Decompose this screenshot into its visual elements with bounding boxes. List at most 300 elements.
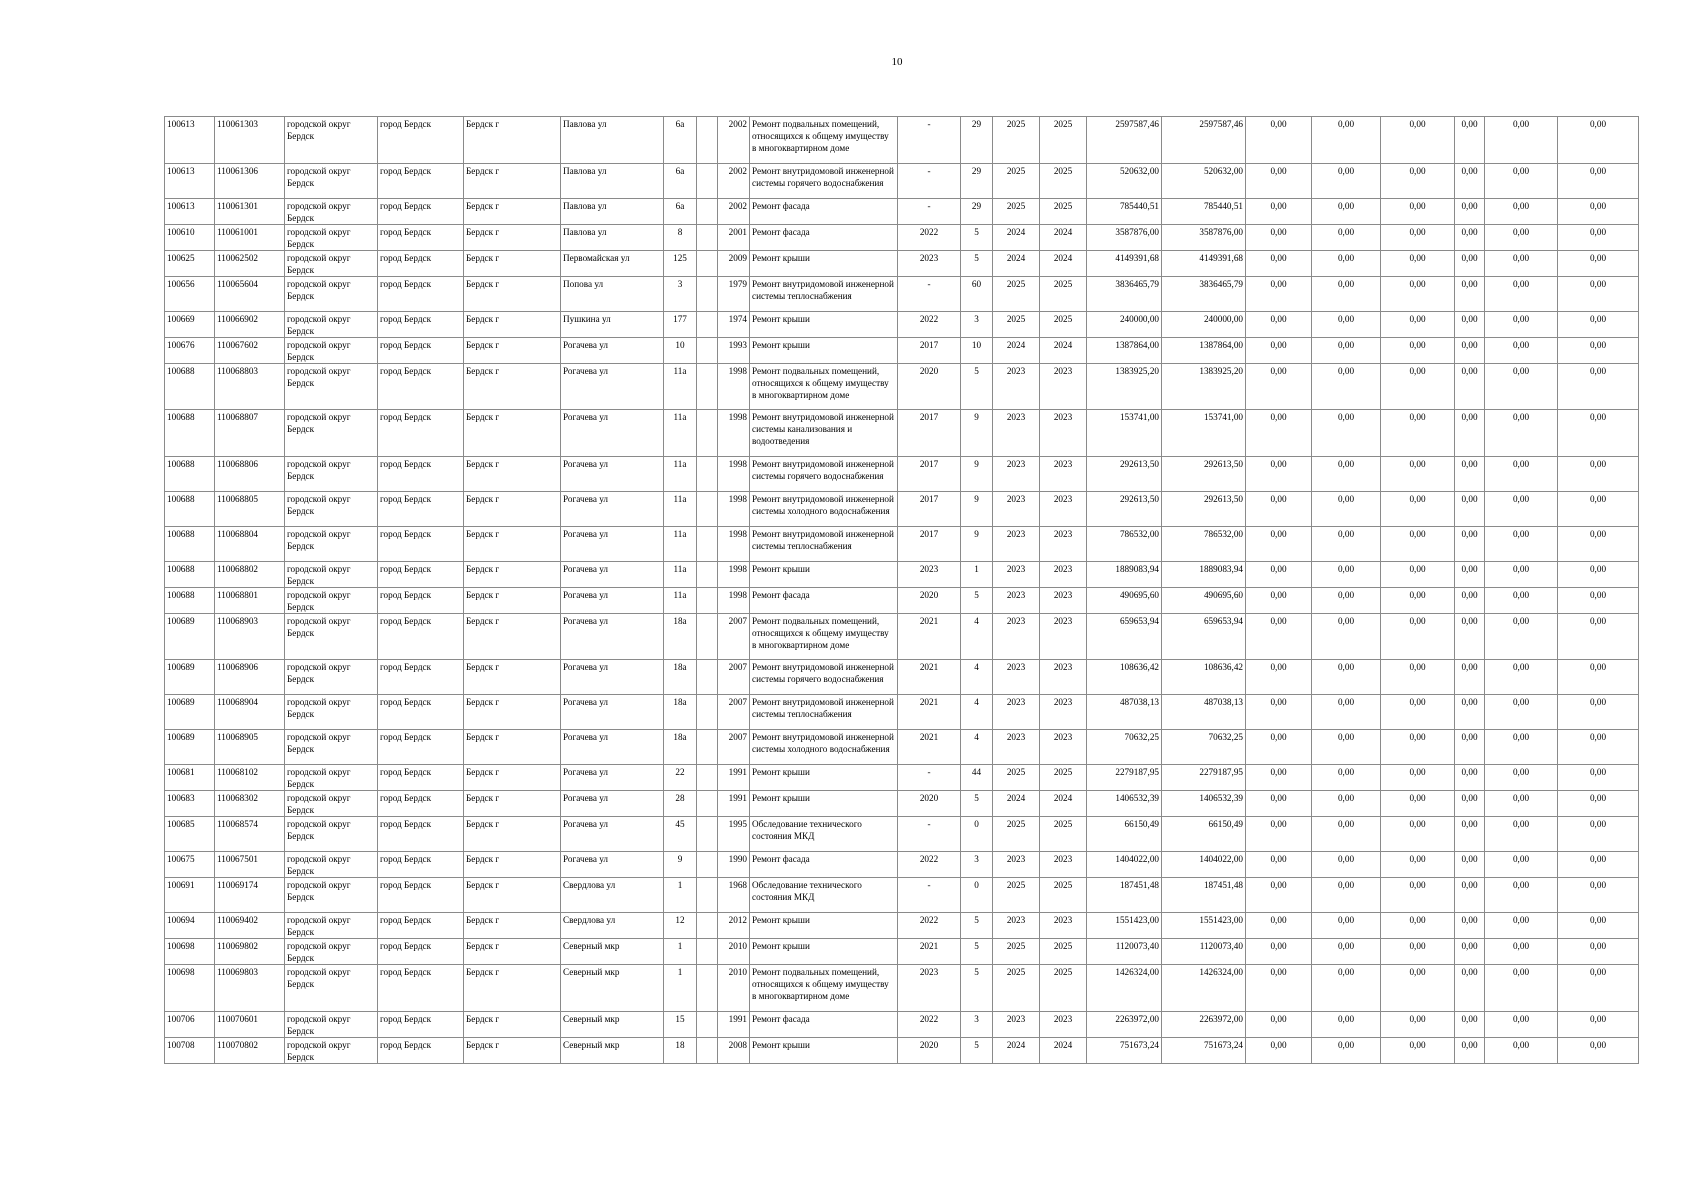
cell-total-cost: 4149391,68	[1162, 250, 1246, 276]
cell-street: Северный мкр	[561, 1011, 664, 1037]
cell-fund-regional: 0,00	[1312, 410, 1381, 457]
cell-wear-percent: 3	[961, 311, 993, 337]
cell-house-number: 11а	[664, 363, 697, 410]
cell-street: Рогачева ул	[561, 695, 664, 730]
cell-house-number: 3	[664, 276, 697, 311]
cell-settlement: город Бердск	[378, 224, 464, 250]
cell-commission-year: 2007	[718, 695, 750, 730]
cell-municipal-district: городской округ Бердск	[285, 817, 378, 852]
cell-wear-percent: 29	[961, 117, 993, 164]
cell-last-repair-year: 2020	[898, 363, 961, 410]
cell-settlement: город Бердск	[378, 852, 464, 878]
cell-work-type: Ремонт внутридомовой инженерной системы горячего водоснабжения	[750, 660, 898, 695]
cell-house-code: 100688	[165, 456, 215, 491]
cell-work-type: Ремонт крыши	[750, 311, 898, 337]
cell-municipal-district: городской округ Бердск	[285, 526, 378, 561]
cell-street: Рогачева ул	[561, 791, 664, 817]
cell-fund-owners: 0,00	[1485, 561, 1558, 587]
cell-fund-regional: 0,00	[1312, 730, 1381, 765]
cell-last-repair-year: 2021	[898, 695, 961, 730]
cell-locality: Бердск г	[464, 224, 561, 250]
cell-plan-start-year: 2023	[993, 526, 1040, 561]
cell-house-code: 100688	[165, 491, 215, 526]
cell-commission-year: 2009	[718, 250, 750, 276]
cell-estimated-cost: 292613,50	[1087, 491, 1162, 526]
cell-fund-other: 0,00	[1455, 587, 1485, 613]
table-row	[165, 939, 1639, 965]
cell-fund-owners: 0,00	[1485, 965, 1558, 1012]
cell-fund-extra: 0,00	[1558, 117, 1639, 164]
cell-plan-start-year: 2025	[993, 276, 1040, 311]
table-row	[165, 526, 1639, 561]
cell-fund-local: 0,00	[1381, 224, 1455, 250]
cell-fund-owners: 0,00	[1485, 660, 1558, 695]
cell-settlement: город Бердск	[378, 587, 464, 613]
cell-fund-extra: 0,00	[1558, 561, 1639, 587]
cell-wear-percent: 10	[961, 337, 993, 363]
cell-total-cost: 1387864,00	[1162, 337, 1246, 363]
cell-building	[697, 456, 718, 491]
cell-plan-end-year: 2023	[1040, 660, 1087, 695]
cell-fund-regional: 0,00	[1312, 198, 1381, 224]
cell-fund-owners: 0,00	[1485, 491, 1558, 526]
cell-commission-year: 2007	[718, 660, 750, 695]
cell-fund-federal: 0,00	[1246, 965, 1312, 1012]
cell-settlement: город Бердск	[378, 363, 464, 410]
cell-total-cost: 187451,48	[1162, 878, 1246, 913]
cell-house-code: 100613	[165, 198, 215, 224]
cell-locality: Бердск г	[464, 526, 561, 561]
cell-total-cost: 1551423,00	[1162, 913, 1246, 939]
table-row	[165, 491, 1639, 526]
cell-fund-regional: 0,00	[1312, 456, 1381, 491]
cell-building	[697, 660, 718, 695]
cell-municipal-district: городской округ Бердск	[285, 587, 378, 613]
cell-last-repair-year: -	[898, 765, 961, 791]
cell-wear-percent: 9	[961, 526, 993, 561]
cell-commission-year: 1968	[718, 878, 750, 913]
cell-building	[697, 852, 718, 878]
cell-locality: Бердск г	[464, 730, 561, 765]
cell-fund-extra: 0,00	[1558, 410, 1639, 457]
cell-work-code: 110068904	[215, 695, 285, 730]
cell-fund-local: 0,00	[1381, 311, 1455, 337]
cell-settlement: город Бердск	[378, 1011, 464, 1037]
cell-fund-regional: 0,00	[1312, 817, 1381, 852]
cell-fund-extra: 0,00	[1558, 224, 1639, 250]
cell-fund-other: 0,00	[1455, 730, 1485, 765]
cell-street: Рогачева ул	[561, 526, 664, 561]
cell-house-number: 15	[664, 1011, 697, 1037]
cell-municipal-district: городской округ Бердск	[285, 852, 378, 878]
cell-building	[697, 913, 718, 939]
cell-estimated-cost: 2279187,95	[1087, 765, 1162, 791]
cell-wear-percent: 5	[961, 939, 993, 965]
cell-work-code: 110069802	[215, 939, 285, 965]
cell-fund-other: 0,00	[1455, 1011, 1485, 1037]
cell-commission-year: 2002	[718, 117, 750, 164]
cell-work-type: Ремонт подвальных помещений, относящихся к общему имуществу в многоквартирном доме	[750, 117, 898, 164]
cell-fund-local: 0,00	[1381, 878, 1455, 913]
cell-street: Северный мкр	[561, 1037, 664, 1063]
cell-estimated-cost: 240000,00	[1087, 311, 1162, 337]
cell-estimated-cost: 1120073,40	[1087, 939, 1162, 965]
cell-fund-local: 0,00	[1381, 276, 1455, 311]
cell-settlement: город Бердск	[378, 695, 464, 730]
cell-fund-extra: 0,00	[1558, 587, 1639, 613]
cell-plan-end-year: 2023	[1040, 695, 1087, 730]
cell-work-code: 110068903	[215, 613, 285, 660]
cell-locality: Бердск г	[464, 791, 561, 817]
cell-fund-extra: 0,00	[1558, 965, 1639, 1012]
cell-fund-extra: 0,00	[1558, 491, 1639, 526]
cell-work-code: 110068302	[215, 791, 285, 817]
cell-fund-owners: 0,00	[1485, 250, 1558, 276]
cell-work-type: Ремонт фасада	[750, 1011, 898, 1037]
cell-fund-federal: 0,00	[1246, 526, 1312, 561]
cell-work-type: Ремонт подвальных помещений, относящихся к общему имуществу в многоквартирном доме	[750, 363, 898, 410]
cell-plan-start-year: 2024	[993, 791, 1040, 817]
cell-fund-extra: 0,00	[1558, 791, 1639, 817]
cell-plan-end-year: 2025	[1040, 163, 1087, 198]
cell-fund-local: 0,00	[1381, 965, 1455, 1012]
cell-plan-start-year: 2025	[993, 765, 1040, 791]
cell-house-code: 100698	[165, 939, 215, 965]
cell-fund-regional: 0,00	[1312, 224, 1381, 250]
cell-last-repair-year: 2020	[898, 1037, 961, 1063]
cell-commission-year: 1998	[718, 561, 750, 587]
cell-building	[697, 276, 718, 311]
cell-last-repair-year: 2022	[898, 852, 961, 878]
cell-fund-regional: 0,00	[1312, 587, 1381, 613]
cell-commission-year: 1998	[718, 526, 750, 561]
cell-locality: Бердск г	[464, 660, 561, 695]
cell-estimated-cost: 292613,50	[1087, 456, 1162, 491]
cell-house-number: 11а	[664, 491, 697, 526]
cell-plan-end-year: 2025	[1040, 878, 1087, 913]
cell-settlement: город Бердск	[378, 410, 464, 457]
table-row	[165, 224, 1639, 250]
cell-fund-extra: 0,00	[1558, 878, 1639, 913]
cell-municipal-district: городской округ Бердск	[285, 695, 378, 730]
cell-work-code: 110069174	[215, 878, 285, 913]
cell-fund-federal: 0,00	[1246, 660, 1312, 695]
cell-plan-end-year: 2025	[1040, 765, 1087, 791]
cell-estimated-cost: 187451,48	[1087, 878, 1162, 913]
cell-locality: Бердск г	[464, 878, 561, 913]
cell-fund-other: 0,00	[1455, 163, 1485, 198]
cell-fund-regional: 0,00	[1312, 337, 1381, 363]
cell-fund-regional: 0,00	[1312, 526, 1381, 561]
cell-fund-federal: 0,00	[1246, 1037, 1312, 1063]
cell-house-number: 6а	[664, 117, 697, 164]
cell-work-code: 110067501	[215, 852, 285, 878]
cell-locality: Бердск г	[464, 250, 561, 276]
cell-street: Северный мкр	[561, 965, 664, 1012]
cell-fund-federal: 0,00	[1246, 913, 1312, 939]
cell-house-code: 100669	[165, 311, 215, 337]
cell-street: Рогачева ул	[561, 561, 664, 587]
cell-fund-owners: 0,00	[1485, 224, 1558, 250]
cell-building	[697, 1011, 718, 1037]
cell-street: Рогачева ул	[561, 613, 664, 660]
cell-wear-percent: 5	[961, 913, 993, 939]
cell-last-repair-year: -	[898, 817, 961, 852]
cell-locality: Бердск г	[464, 456, 561, 491]
cell-last-repair-year: 2017	[898, 526, 961, 561]
cell-fund-local: 0,00	[1381, 198, 1455, 224]
cell-commission-year: 2002	[718, 198, 750, 224]
cell-estimated-cost: 66150,49	[1087, 817, 1162, 852]
cell-total-cost: 1120073,40	[1162, 939, 1246, 965]
table-row	[165, 913, 1639, 939]
cell-total-cost: 659653,94	[1162, 613, 1246, 660]
cell-fund-federal: 0,00	[1246, 695, 1312, 730]
cell-plan-end-year: 2023	[1040, 852, 1087, 878]
cell-estimated-cost: 1406532,39	[1087, 791, 1162, 817]
cell-house-number: 18а	[664, 660, 697, 695]
cell-work-type: Обследование технического состояния МКД	[750, 878, 898, 913]
cell-fund-local: 0,00	[1381, 163, 1455, 198]
cell-building	[697, 613, 718, 660]
cell-settlement: город Бердск	[378, 965, 464, 1012]
cell-locality: Бердск г	[464, 817, 561, 852]
cell-fund-other: 0,00	[1455, 311, 1485, 337]
cell-street: Свердлова ул	[561, 878, 664, 913]
cell-street: Павлова ул	[561, 163, 664, 198]
cell-fund-other: 0,00	[1455, 817, 1485, 852]
cell-commission-year: 2001	[718, 224, 750, 250]
cell-plan-start-year: 2023	[993, 660, 1040, 695]
cell-fund-other: 0,00	[1455, 250, 1485, 276]
cell-house-code: 100689	[165, 695, 215, 730]
cell-fund-regional: 0,00	[1312, 852, 1381, 878]
cell-fund-other: 0,00	[1455, 456, 1485, 491]
cell-work-type: Ремонт крыши	[750, 561, 898, 587]
cell-fund-regional: 0,00	[1312, 913, 1381, 939]
cell-plan-start-year: 2024	[993, 250, 1040, 276]
cell-work-type: Ремонт внутридомовой инженерной системы теплоснабжения	[750, 526, 898, 561]
cell-street: Рогачева ул	[561, 817, 664, 852]
cell-locality: Бердск г	[464, 1037, 561, 1063]
cell-house-number: 125	[664, 250, 697, 276]
cell-street: Рогачева ул	[561, 660, 664, 695]
cell-commission-year: 1998	[718, 363, 750, 410]
cell-fund-other: 0,00	[1455, 878, 1485, 913]
cell-last-repair-year: 2022	[898, 913, 961, 939]
cell-total-cost: 785440,51	[1162, 198, 1246, 224]
cell-total-cost: 292613,50	[1162, 491, 1246, 526]
cell-last-repair-year: 2021	[898, 660, 961, 695]
cell-wear-percent: 9	[961, 410, 993, 457]
cell-settlement: город Бердск	[378, 311, 464, 337]
cell-estimated-cost: 2263972,00	[1087, 1011, 1162, 1037]
table-row	[165, 163, 1639, 198]
cell-commission-year: 2008	[718, 1037, 750, 1063]
cell-municipal-district: городской округ Бердск	[285, 311, 378, 337]
cell-house-number: 11а	[664, 587, 697, 613]
cell-last-repair-year: -	[898, 276, 961, 311]
cell-plan-start-year: 2023	[993, 913, 1040, 939]
cell-last-repair-year: 2017	[898, 456, 961, 491]
cell-house-code: 100691	[165, 878, 215, 913]
cell-plan-start-year: 2025	[993, 817, 1040, 852]
cell-fund-other: 0,00	[1455, 276, 1485, 311]
cell-municipal-district: городской округ Бердск	[285, 276, 378, 311]
cell-settlement: город Бердск	[378, 817, 464, 852]
cell-settlement: город Бердск	[378, 491, 464, 526]
cell-building	[697, 791, 718, 817]
cell-fund-extra: 0,00	[1558, 695, 1639, 730]
cell-commission-year: 1995	[718, 817, 750, 852]
cell-fund-federal: 0,00	[1246, 852, 1312, 878]
cell-house-code: 100656	[165, 276, 215, 311]
cell-fund-federal: 0,00	[1246, 456, 1312, 491]
cell-work-type: Ремонт фасада	[750, 852, 898, 878]
cell-locality: Бердск г	[464, 613, 561, 660]
cell-locality: Бердск г	[464, 965, 561, 1012]
cell-wear-percent: 29	[961, 198, 993, 224]
cell-plan-start-year: 2025	[993, 878, 1040, 913]
cell-building	[697, 198, 718, 224]
cell-fund-federal: 0,00	[1246, 250, 1312, 276]
cell-plan-start-year: 2023	[993, 730, 1040, 765]
cell-building	[697, 965, 718, 1012]
cell-building	[697, 878, 718, 913]
cell-fund-extra: 0,00	[1558, 456, 1639, 491]
cell-municipal-district: городской округ Бердск	[285, 613, 378, 660]
cell-work-code: 110061306	[215, 163, 285, 198]
cell-work-type: Ремонт внутридомовой инженерной системы теплоснабжения	[750, 276, 898, 311]
cell-building	[697, 117, 718, 164]
cell-settlement: город Бердск	[378, 250, 464, 276]
cell-building	[697, 410, 718, 457]
cell-wear-percent: 9	[961, 456, 993, 491]
cell-house-number: 1	[664, 965, 697, 1012]
cell-municipal-district: городской округ Бердск	[285, 765, 378, 791]
cell-work-code: 110068905	[215, 730, 285, 765]
cell-house-code: 100613	[165, 117, 215, 164]
cell-fund-federal: 0,00	[1246, 939, 1312, 965]
cell-plan-start-year: 2025	[993, 198, 1040, 224]
cell-house-code: 100698	[165, 965, 215, 1012]
cell-plan-start-year: 2024	[993, 1037, 1040, 1063]
cell-fund-owners: 0,00	[1485, 765, 1558, 791]
cell-house-number: 11а	[664, 561, 697, 587]
cell-fund-regional: 0,00	[1312, 613, 1381, 660]
cell-locality: Бердск г	[464, 163, 561, 198]
cell-house-number: 18а	[664, 695, 697, 730]
cell-total-cost: 2279187,95	[1162, 765, 1246, 791]
cell-settlement: город Бердск	[378, 613, 464, 660]
cell-plan-start-year: 2025	[993, 163, 1040, 198]
cell-total-cost: 520632,00	[1162, 163, 1246, 198]
table-row	[165, 561, 1639, 587]
cell-settlement: город Бердск	[378, 117, 464, 164]
cell-locality: Бердск г	[464, 363, 561, 410]
cell-fund-owners: 0,00	[1485, 852, 1558, 878]
cell-municipal-district: городской округ Бердск	[285, 939, 378, 965]
cell-fund-regional: 0,00	[1312, 117, 1381, 164]
cell-wear-percent: 5	[961, 250, 993, 276]
cell-fund-other: 0,00	[1455, 337, 1485, 363]
cell-fund-regional: 0,00	[1312, 660, 1381, 695]
cell-estimated-cost: 1426324,00	[1087, 965, 1162, 1012]
cell-commission-year: 1974	[718, 311, 750, 337]
cell-plan-start-year: 2025	[993, 117, 1040, 164]
cell-fund-other: 0,00	[1455, 224, 1485, 250]
cell-street: Павлова ул	[561, 198, 664, 224]
cell-last-repair-year: -	[898, 878, 961, 913]
cell-settlement: город Бердск	[378, 730, 464, 765]
cell-work-code: 110068102	[215, 765, 285, 791]
cell-fund-local: 0,00	[1381, 730, 1455, 765]
cell-building	[697, 817, 718, 852]
cell-estimated-cost: 2597587,46	[1087, 117, 1162, 164]
table-row	[165, 276, 1639, 311]
cell-plan-start-year: 2023	[993, 1011, 1040, 1037]
cell-fund-extra: 0,00	[1558, 250, 1639, 276]
cell-wear-percent: 5	[961, 791, 993, 817]
cell-house-number: 11а	[664, 456, 697, 491]
cell-total-cost: 1383925,20	[1162, 363, 1246, 410]
cell-fund-extra: 0,00	[1558, 163, 1639, 198]
cell-estimated-cost: 1551423,00	[1087, 913, 1162, 939]
cell-fund-owners: 0,00	[1485, 791, 1558, 817]
cell-house-code: 100683	[165, 791, 215, 817]
cell-house-code: 100625	[165, 250, 215, 276]
cell-plan-start-year: 2023	[993, 363, 1040, 410]
cell-plan-start-year: 2023	[993, 613, 1040, 660]
cell-building	[697, 337, 718, 363]
cell-total-cost: 1889083,94	[1162, 561, 1246, 587]
cell-municipal-district: городской округ Бердск	[285, 561, 378, 587]
cell-settlement: город Бердск	[378, 1037, 464, 1063]
cell-work-code: 110068804	[215, 526, 285, 561]
cell-estimated-cost: 751673,24	[1087, 1037, 1162, 1063]
cell-estimated-cost: 108636,42	[1087, 660, 1162, 695]
cell-locality: Бердск г	[464, 587, 561, 613]
cell-work-type: Ремонт подвальных помещений, относящихся к общему имуществу в многоквартирном доме	[750, 613, 898, 660]
cell-municipal-district: городской округ Бердск	[285, 198, 378, 224]
cell-plan-end-year: 2024	[1040, 337, 1087, 363]
cell-municipal-district: городской округ Бердск	[285, 1011, 378, 1037]
cell-fund-local: 0,00	[1381, 117, 1455, 164]
cell-locality: Бердск г	[464, 410, 561, 457]
cell-fund-local: 0,00	[1381, 1037, 1455, 1063]
cell-house-code: 100675	[165, 852, 215, 878]
cell-municipal-district: городской округ Бердск	[285, 337, 378, 363]
cell-street: Рогачева ул	[561, 337, 664, 363]
cell-wear-percent: 0	[961, 817, 993, 852]
cell-fund-regional: 0,00	[1312, 311, 1381, 337]
cell-fund-other: 0,00	[1455, 363, 1485, 410]
cell-total-cost: 1404022,00	[1162, 852, 1246, 878]
cell-fund-other: 0,00	[1455, 913, 1485, 939]
cell-work-type: Обследование технического состояния МКД	[750, 817, 898, 852]
cell-estimated-cost: 1889083,94	[1087, 561, 1162, 587]
cell-work-type: Ремонт внутридомовой инженерной системы канализования и водоотведения	[750, 410, 898, 457]
cell-house-number: 18а	[664, 613, 697, 660]
cell-settlement: город Бердск	[378, 913, 464, 939]
cell-fund-local: 0,00	[1381, 587, 1455, 613]
cell-estimated-cost: 153741,00	[1087, 410, 1162, 457]
cell-fund-owners: 0,00	[1485, 878, 1558, 913]
table-body	[165, 117, 1639, 1064]
cell-wear-percent: 9	[961, 491, 993, 526]
cell-work-code: 110068805	[215, 491, 285, 526]
cell-last-repair-year: 2017	[898, 410, 961, 457]
